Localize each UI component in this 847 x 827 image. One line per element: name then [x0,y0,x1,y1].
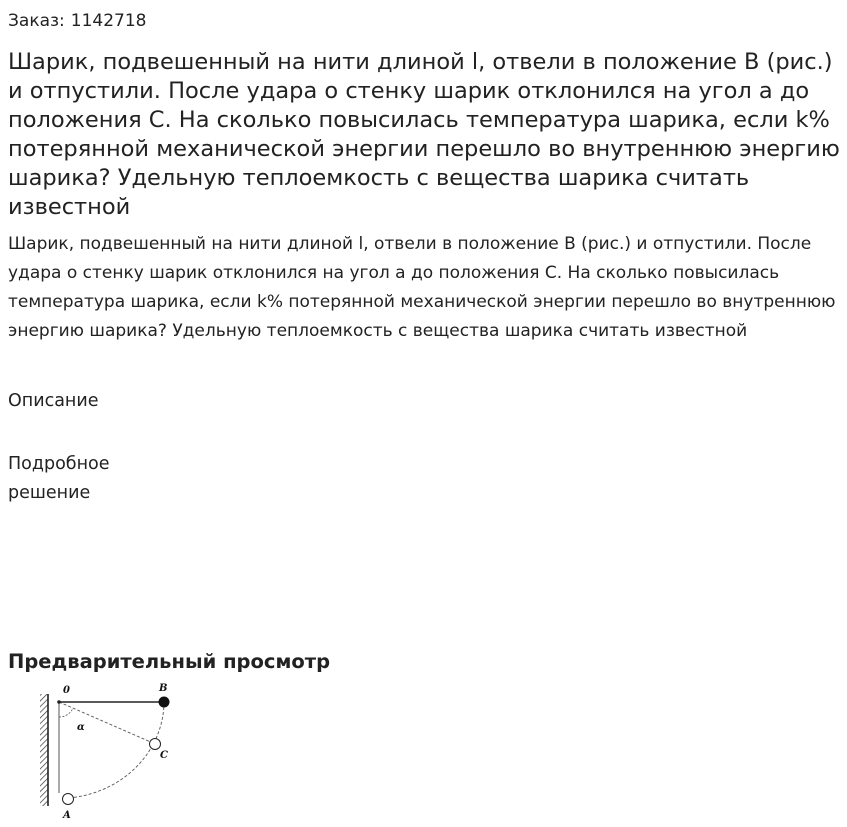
swing-arc [68,702,164,798]
description-label[interactable]: Описание [8,391,99,411]
pendulum-diagram [38,680,178,822]
angle-arc [59,708,73,717]
label-b: B [159,683,168,694]
order-number: 1142718 [70,11,147,31]
label-a: A [63,810,71,821]
preview-heading: Предварительный просмотр [8,650,331,673]
problem-title: Шарик, подвешенный на нити длиной l, отвели в положение В (рис.) и отпустили. После удара о стенку шарик отклонился на угол а до положения С. На сколько повысилась температура шарика, если k% потерянной механической энергии перешло во внутреннюю энергию шарика? Удельную теплоемкость с вещества шарика считать известной [8,49,840,220]
order-line [8,10,147,32]
label-angle: α [77,722,85,733]
ball-c [150,739,161,750]
solution-label[interactable]: Подробное решение [8,454,110,503]
wall-hatching [40,694,48,806]
label-c: C [160,750,168,761]
ball-b [159,697,170,708]
pivot-point [57,700,61,704]
preview-figure [38,680,178,822]
ball-a [63,794,74,805]
thread-to-c [59,702,153,743]
problem-body: Шарик, подвешенный на нити длиной l, отвели в положение В (рис.) и отпустили. После удара о стенку шарик отклонился на угол а до положения С. На сколько повысилась температура шарика, если k% потерянной механической энергии перешло во внутреннюю энергию шарика? Удельную теплоемкость с вещества шарика считать известной [8,234,836,341]
order-label: Заказ: [8,11,65,31]
label-pivot: 0 [63,685,70,696]
